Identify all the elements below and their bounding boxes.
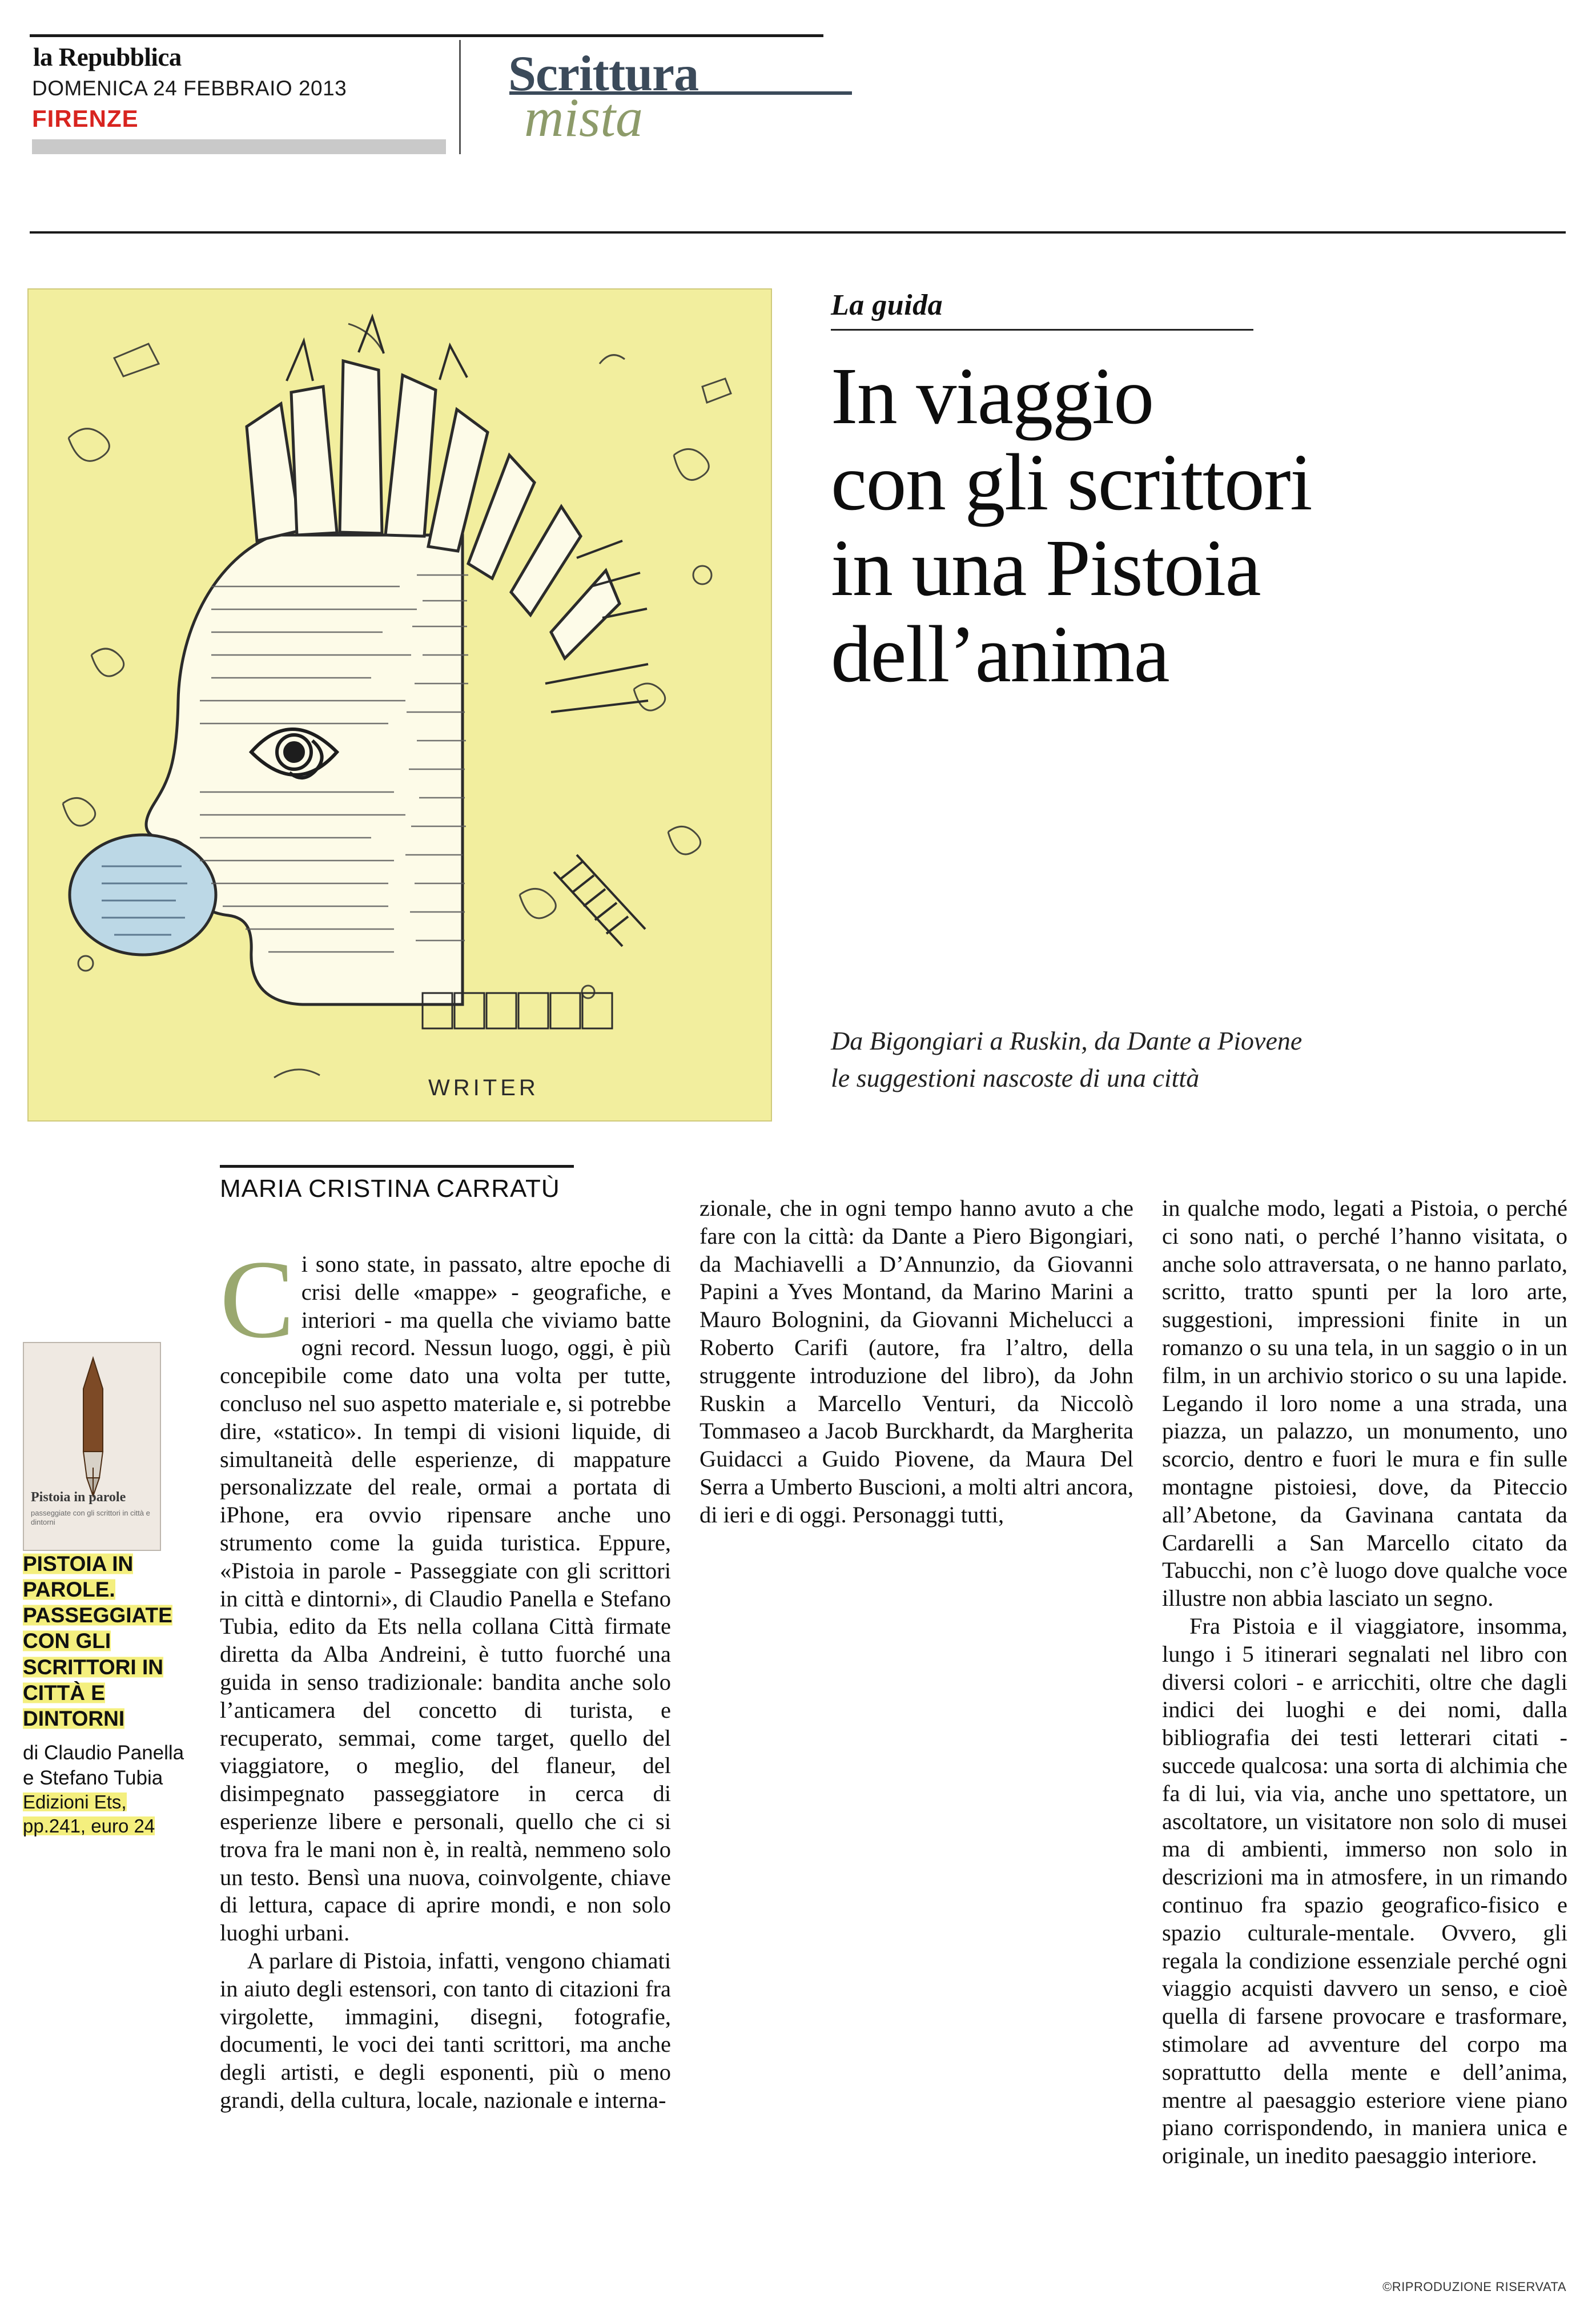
copyright-notice: ©RIPRODUZIONE RISERVATA [1382, 2280, 1566, 2294]
body-paragraph: in qualche modo, legati a Pistoia, o perché ci sono nati, o perché l’hanno visitata, o anche solo attraversata, o ne hanno parlato, scritto, tratto spunti per la loro arte, suggestioni, impressioni finite in un romanzo o su una tela, in un saggio o in un film, in un archivio storico o su una lapide. Legando il loro nome a una strada, una piazza, un palazzo, un monumento, uno scorcio, dentro e fuori le mura e fin sulle montagne pistoiesi, dove, da Piteccio all’Abetone, da Gavinana cantata da Cardarelli a San Marcello citato da Tabucchi, non c’è luogo dove qualche voce illustre non abbia lasciato un segno. [1162, 1195, 1567, 1611]
byline-block [220, 1165, 671, 1203]
book-publisher: Edizioni Ets, pp.241, euro 24 [23, 1791, 155, 1836]
masthead [30, 34, 1566, 206]
edition-city: FIRENZE [32, 105, 139, 132]
article-kicker-block [831, 288, 1567, 331]
standfirst-line-2: le suggestioni nascoste di una città [831, 1063, 1200, 1093]
headline-line-3: in una Pistoia [831, 523, 1261, 613]
article-illustration [27, 288, 772, 1122]
book-info-box [23, 1342, 194, 1838]
headline-line-1: In viaggio [831, 351, 1153, 441]
book-title: PISTOIA IN PAROLE. PASSEGGIATE CON GLI SCRITTORI IN CITTÀ E DINTORNI [23, 1552, 172, 1730]
masthead-left [30, 34, 438, 154]
body-paragraph: zionale, che in ogni tempo hanno avuto a che fare con la città: da Dante a Piero Bigongiari, da Machiavelli a D’Annunzio, da Giovanni Papini a Yves Montand, da Marino Marini a Mauro Bolognini, da Giovanni Michelucci a Roberto Carifi (autore, fra l’altro, della struggente introduzione del libro), da John Ruskin a Marcello Venturi, da Niccolò Tommaseo a Jacob Burckhardt, da Margherita Guidacci a Guido Piovene, da Maura Del Serra a Umberto Buscioni, a molti altri ancora, di ieri e di oggi. Personaggi tutti, [699, 1195, 1133, 1528]
body-paragraph: A parlare di Pistoia, infatti, vengono chiamati in aiuto degli estensori, con tanto di citazioni fra virgolette, immagini, disegni, fotografie, documenti, le voci dei tanti scrittori, ma anche degli artisti, e degli esponenti, più o meno grandi, della cultura, locale, nazionale e interna- [220, 1947, 671, 2113]
headline-line-4: dell’anima [831, 608, 1169, 699]
illustration-caption: WRITER [428, 1075, 539, 1100]
book-cover-image [23, 1342, 161, 1551]
byline-rule [220, 1165, 574, 1168]
body-paragraph: i sono state, in passato, altre epoche di crisi delle «mappe» - geografiche, e interiori - ma quella che viviamo batte ogni record. Nessun luogo, oggi, è più concepibile come dato una volta per tutte, concluso nel suo aspetto materiale e, si potrebbe dire, «statico». In tempi di visioni liquide, di simultaneità delle esperienze, di mappature personalizzate del reale, ormai a portata di iPhone, era ovvio ripensare anche uno strumento come la guida turistica. Eppure, «Pistoia in parole - Passeggiate con gli scrittori in città e dintorni», di Claudio Panella e Stefano Tubia, edito da Ets nella collana Città firmate diretta da Alba Andreini, è tutto fuorché una guida in senso tradizionale: bandita anche solo l’anticamera del concetto di turista, e recuperato, semmai, come target, quello del viaggiatore, o meglio, del flaneur, del disimpegnato passeggiatore in cerca di esperienze libere e personali, quello che ci si trova fra le mani non è, in realtà, nemmeno solo un testo. Bensì una nuova, coinvolgente, chiave di lettura, capace di aprire mondi, e non solo luoghi urbani. [220, 1251, 671, 1946]
article-standfirst [831, 1022, 1573, 1097]
book-authors: di Claudio Panella e Stefano Tubia [23, 1741, 184, 1789]
drop-cap: C [220, 1237, 295, 1361]
header-rule [30, 231, 1566, 234]
book-cover-subtitle: passeggiate con gli scrittori in città e dintorni [31, 1508, 150, 1526]
headline-line-2: con gli scrittori [831, 436, 1312, 527]
body-column-2 [699, 1195, 1133, 1529]
section-title [508, 46, 942, 148]
page-title [831, 353, 1573, 697]
section-title-secondary: mista [524, 86, 644, 148]
fountain-pen-icon [73, 1356, 113, 1498]
article-byline: MARIA CRISTINA CARRATÙ [220, 1175, 560, 1203]
book-cover-title: Pistoia in parole [31, 1490, 126, 1505]
illustration-artwork [29, 290, 771, 1120]
standfirst-line-1: Da Bigongiari a Ruskin, da Dante a Piovene [831, 1026, 1302, 1055]
kicker-rule [831, 329, 1253, 331]
section-title-primary: Scrittura [508, 46, 699, 102]
masthead-grey-bar [32, 139, 446, 154]
body-paragraph: Fra Pistoia e il viaggiatore, insomma, lungo i 5 itinerari segnalati nel libro con diversi colori - e arricchiti, oltre che dagli indici dei luoghi e dei nomi, dalla bibliografia dei testi letterari citati - succede qualcosa: una sorta di alchimia che fa di lui, via via, anche uno spettatore, un ascoltatore, un visitatore non solo di musei ma di ambienti, immerso non solo in descrizioni ma in atmosfere, in un rimando continuo fra spazio geografico-fisico e spazio culturale-mentale. Ovvero, gli regala la condizione essenziale perché ogni viaggio acquisti davvero un senso, e cioè quella di farsene provocare e trasformare, stimolare ad avventure del corpo ma soprattutto della mente e dell’anima, mentre al paesaggio esteriore viene piano piano corrispondendo, in maniera unica e originale, un inedito paesaggio interiore. [1162, 1613, 1567, 2169]
body-column-3 [1162, 1195, 1567, 2170]
issue-date: DOMENICA 24 FEBBRAIO 2013 [32, 77, 347, 101]
body-column-1 [220, 1237, 671, 2115]
masthead-divider [459, 40, 461, 154]
publication-logo: la Repubblica [33, 43, 182, 71]
article-kicker: La guida [831, 289, 943, 321]
masthead-top-rule [30, 34, 823, 37]
